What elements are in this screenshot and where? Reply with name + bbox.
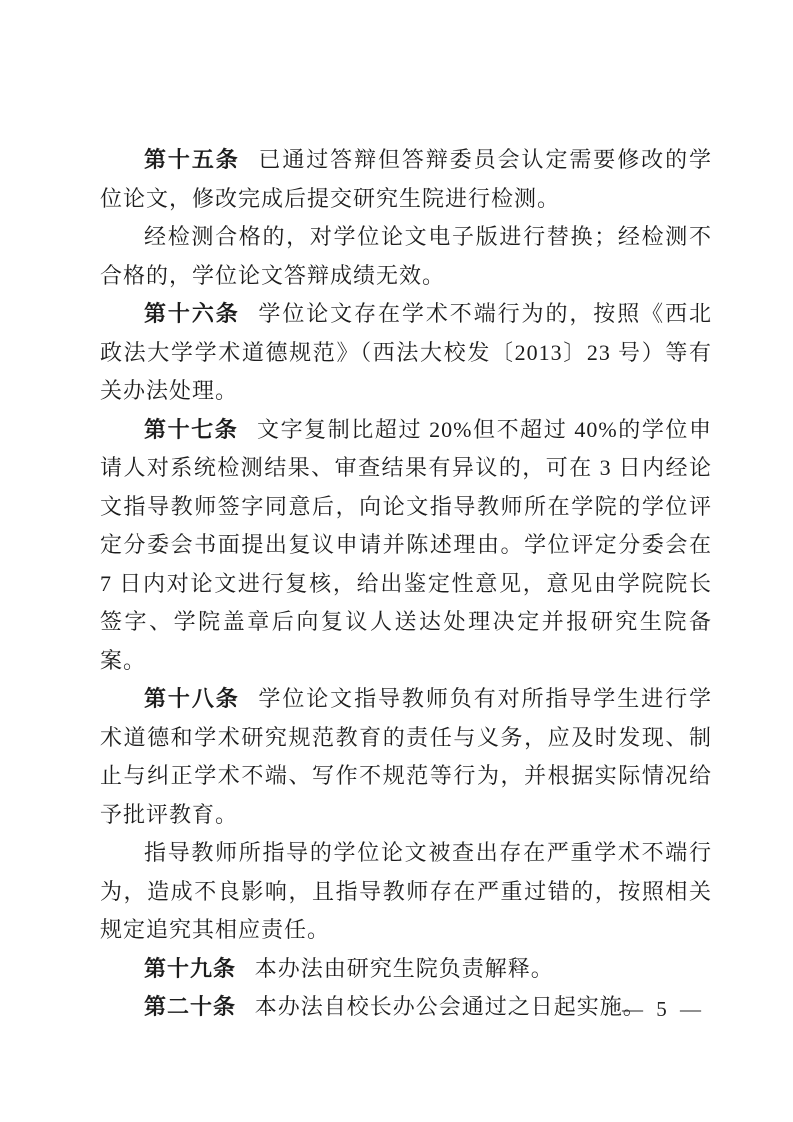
- article-16-number: 第十六条: [144, 301, 240, 326]
- article-19-text: 本办法由研究生院负责解释。: [254, 955, 554, 981]
- article-15-cont-text: 经检测合格的，对学位论文电子版进行替换；经检测不合格的，学位论文答辩成绩无效。: [100, 224, 712, 288]
- article-18-number: 第十八条: [144, 686, 240, 711]
- paragraph-article-19: [100, 950, 712, 989]
- article-17-text: 文字复制比超过 20%但不超过 40%的学位申请人对系统检测结果、审查结果有异议的，可在 3 日内经论文指导教师签字同意后，向论文指导教师所在学院的学位评定分委会书面提出复议申请并陈述理由。学位评定分委会在 7 日内对论文进行复核，给出鉴定性意见，意见由学院院长签字、学院盖章后向复议人送达处理决定并报研究生院备案。: [100, 416, 712, 673]
- article-15-number: 第十五条: [144, 147, 240, 172]
- paragraph-article-17: [100, 411, 712, 681]
- page-number: — 5 —: [622, 997, 705, 1021]
- paragraph-article-18: [100, 680, 712, 834]
- article-18-text: 学位论文指导教师负有对所指导学生进行学术道德和学术研究规范教育的责任与义务，应及时发现、制止与纠正学术不端、写作不规范等行为，并根据实际情况给予批评教育。: [100, 686, 712, 827]
- article-18-cont-text: 指导教师所指导的学位论文被查出存在严重学术不端行为，造成不良影响，且指导教师存在严重过错的，按照相关规定追究其相应责任。: [100, 840, 712, 942]
- article-16-text: 学位论文存在学术不端行为的，按照《西北政法大学学术道德规范》（西法大校发〔2013〕23 号）等有关办法处理。: [100, 301, 712, 403]
- paragraph-article-20: [100, 988, 712, 1027]
- paragraph-article-18-cont: [100, 834, 712, 950]
- article-17-number: 第十七条: [144, 416, 239, 442]
- article-19-number: 第十九条: [144, 955, 237, 981]
- article-20-number: 第二十条: [144, 994, 237, 1019]
- document-body: [100, 141, 712, 1027]
- article-20-text: 本办法自校长办公会通过之日起实施。: [254, 994, 646, 1019]
- paragraph-article-15-cont: [100, 218, 712, 295]
- paragraph-article-16: [100, 295, 712, 411]
- paragraph-article-15: [100, 141, 712, 218]
- article-15-text: 已通过答辩但答辩委员会认定需要修改的学位论文，修改完成后提交研究生院进行检测。: [100, 147, 712, 211]
